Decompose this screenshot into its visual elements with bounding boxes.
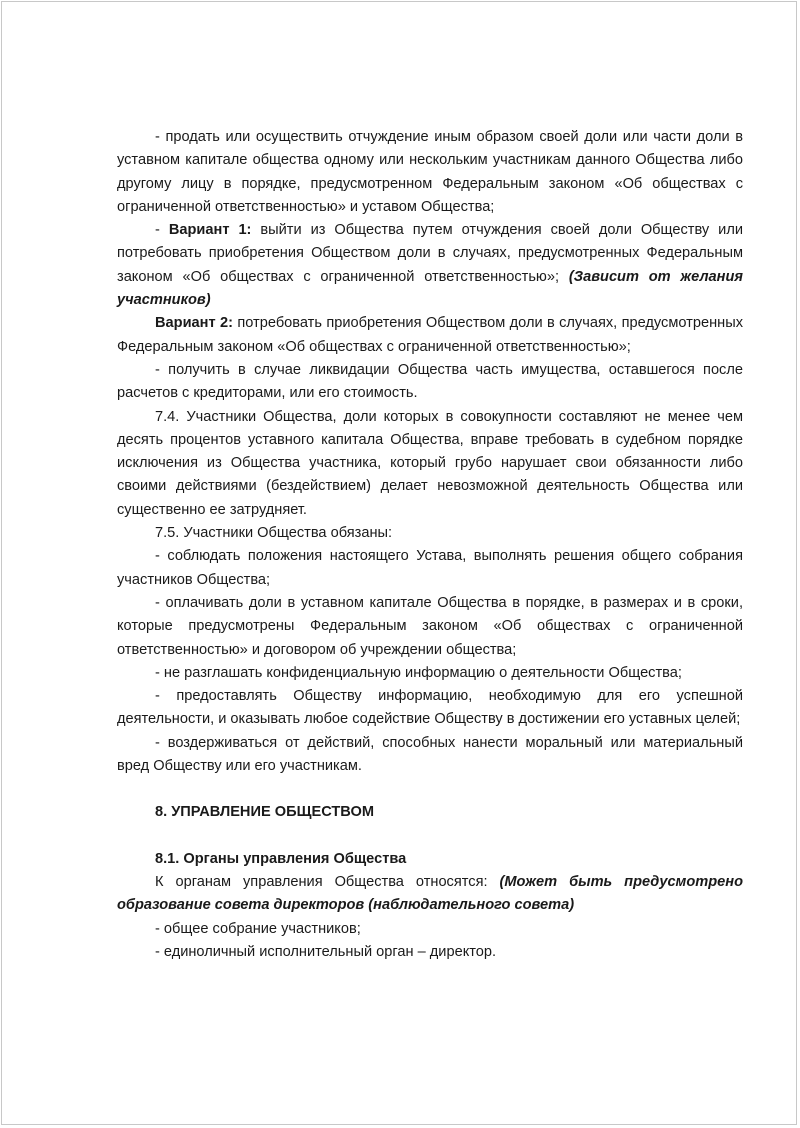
- list-item-director: - единоличный исполнительный орган – директор.: [155, 943, 497, 960]
- spacer: [117, 825, 743, 848]
- variant-1-text: выйти из Общества путем отчуждения своей доли Обществу или потребовать приобретения Обществом доли в случаях, предусмотренных Федеральным законом «Об обществах с ограниченной ответственностью»;: [117, 222, 743, 285]
- list-dash: -: [155, 222, 169, 239]
- spacer: [117, 778, 743, 801]
- paragraph-variant-2: [117, 312, 743, 359]
- organs-intro-text: К органам управления Общества относятся:: [155, 873, 500, 890]
- subsection-heading: 8.1. Органы управления Общества: [155, 850, 407, 867]
- section-heading: 8. УПРАВЛЕНИЕ ОБЩЕСТВОМ: [155, 804, 374, 821]
- paragraph-variant-1: [117, 219, 743, 312]
- paragraph-7-5: 7.5. Участники Общества обязаны:: [155, 525, 393, 542]
- paragraph-liquidation: - получить в случае ликвидации Общества часть имущества, оставшегося после расчетов с кредиторами, или его стоимость.: [117, 361, 743, 402]
- paragraph-duty-confidential: - не разглашать конфиденциальную информацию о деятельности Общества;: [155, 664, 682, 681]
- paragraph-duty-pay: - оплачивать доли в уставном капитале Общества в порядке, в размерах и в сроки, которые предусмотрены Федеральным законом «Об обществах с ограниченной ответственностью» и договором об учреждении общества;: [117, 594, 743, 658]
- paragraph-7-4: 7.4. Участники Общества, доли которых в совокупности составляют не менее чем десять процентов уставного капитала Общества, вправе требовать в судебном порядке исключения из Общества участника, который грубо нарушает свои обязанности либо своими действиями (бездействием) делает невозможной деятельность Общества или существенно ее затрудняет.: [117, 408, 743, 518]
- variant-2-text: потребовать приобретения Обществом доли в случаях, предусмотренных Федеральным законом «Об обществах с ограниченной ответственностью»;: [117, 315, 743, 355]
- variant-2-label: Вариант 2:: [155, 315, 233, 332]
- paragraph-duty-comply: - соблюдать положения настоящего Устава, выполнять решения общего собрания участников Общества;: [117, 548, 743, 588]
- paragraph-duty-inform: - предоставлять Обществу информацию, необходимую для его успешной деятельности, и оказывать любое содействие Обществу в достижении его уставных целей;: [117, 688, 743, 728]
- variant-1-note: (Зависит от желания участников): [117, 268, 743, 309]
- organs-intro-note: (Может быть предусмотрено образование совета директоров (наблюдательного совета): [117, 873, 744, 914]
- paragraph-organs-intro: [117, 871, 743, 918]
- document-body: [117, 126, 743, 964]
- list-item-general-meeting: - общее собрание участников;: [155, 920, 361, 937]
- paragraph-duty-refrain: - воздерживаться от действий, способных нанести моральный или материальный вред Обществу или его участникам.: [117, 734, 743, 775]
- variant-1-label: Вариант 1:: [168, 222, 252, 239]
- document-page: [1, 1, 797, 1125]
- paragraph-sell-share: - продать или осуществить отчуждение иным образом своей доли или части доли в уставном капитале общества одному или нескольким участникам данного Общества либо другому лицу в порядке, предусмотренном Федеральным законом «Об обществах с ограниченной ответственностью» и уставом Общества;: [117, 129, 743, 215]
